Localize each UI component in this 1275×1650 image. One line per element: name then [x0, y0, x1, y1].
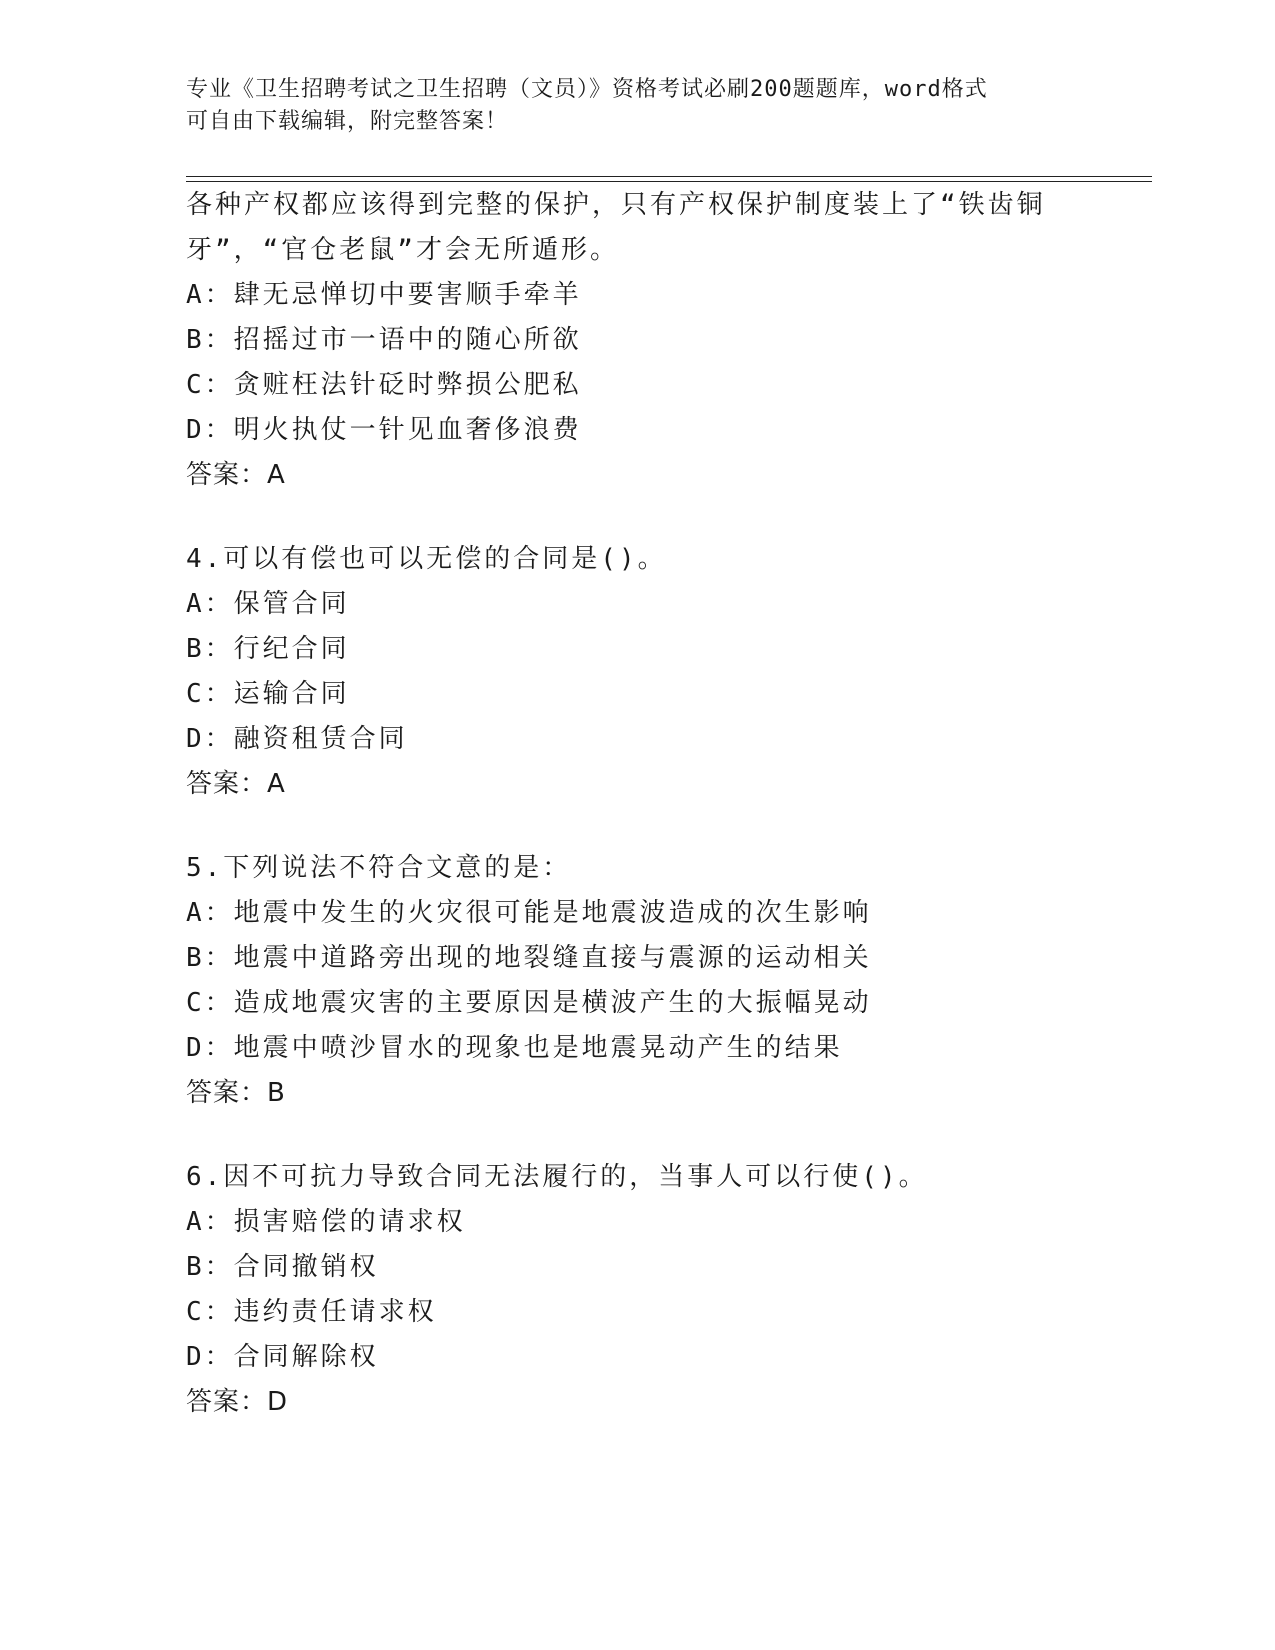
question-list — [186, 190, 1086, 1417]
header-line-1: 专业《卫生招聘考试之卫生招聘（文员）》资格考试必刷200题题库，word格式 — [186, 77, 988, 102]
option-c: C：运输合同 — [186, 679, 350, 709]
header-line-2: 可自由下载编辑，附完整答案！ — [186, 109, 509, 134]
answer-line: 答案：A — [186, 460, 286, 490]
answer-line: 答案：A — [186, 769, 286, 799]
header-divider-top — [186, 176, 1152, 177]
question-text: 4.可以有偿也可以无偿的合同是()。 — [186, 544, 667, 574]
option-b: B：合同撤销权 — [186, 1252, 379, 1282]
option-b: B：行纪合同 — [186, 634, 350, 664]
option-d: D：明火执仗一针见血奢侈浪费 — [186, 415, 582, 445]
question-text-line: 各种产权都应该得到完整的保护，只有产权保护制度装上了“铁齿铜 — [186, 190, 1046, 220]
option-b: B：地震中道路旁出现的地裂缝直接与震源的运动相关 — [186, 943, 872, 973]
option-a: A：地震中发生的火灾很可能是地震波造成的次生影响 — [186, 898, 872, 928]
option-c: C：违约责任请求权 — [186, 1297, 437, 1327]
option-b: B：招摇过市一语中的随心所欲 — [186, 325, 582, 355]
answer-line: 答案：D — [186, 1387, 289, 1417]
option-a: A：保管合同 — [186, 589, 350, 619]
answer-line: 答案：B — [186, 1078, 286, 1108]
question-text-line: 牙”，“官仓老鼠”才会无所遁形。 — [186, 235, 619, 265]
option-d: D：地震中喷沙冒水的现象也是地震晃动产生的结果 — [186, 1033, 843, 1063]
question-text: 5.下列说法不符合文意的是： — [186, 853, 572, 883]
document-header — [186, 74, 1086, 138]
option-a: A：肆无忌惮切中要害顺手牵羊 — [186, 280, 582, 310]
question-5 — [186, 853, 1086, 1108]
question-4 — [186, 544, 1086, 799]
header-divider-bottom — [186, 181, 1152, 182]
option-d: D：合同解除权 — [186, 1342, 379, 1372]
question-text: 6.因不可抗力导致合同无法履行的，当事人可以行使()。 — [186, 1162, 928, 1192]
option-c: C：造成地震灾害的主要原因是横波产生的大振幅晃动 — [186, 988, 872, 1018]
question-3 — [186, 190, 1086, 490]
question-6 — [186, 1162, 1086, 1417]
option-d: D：融资租赁合同 — [186, 724, 408, 754]
option-c: C：贪赃枉法针砭时弊损公肥私 — [186, 370, 582, 400]
option-a: A：损害赔偿的请求权 — [186, 1207, 466, 1237]
